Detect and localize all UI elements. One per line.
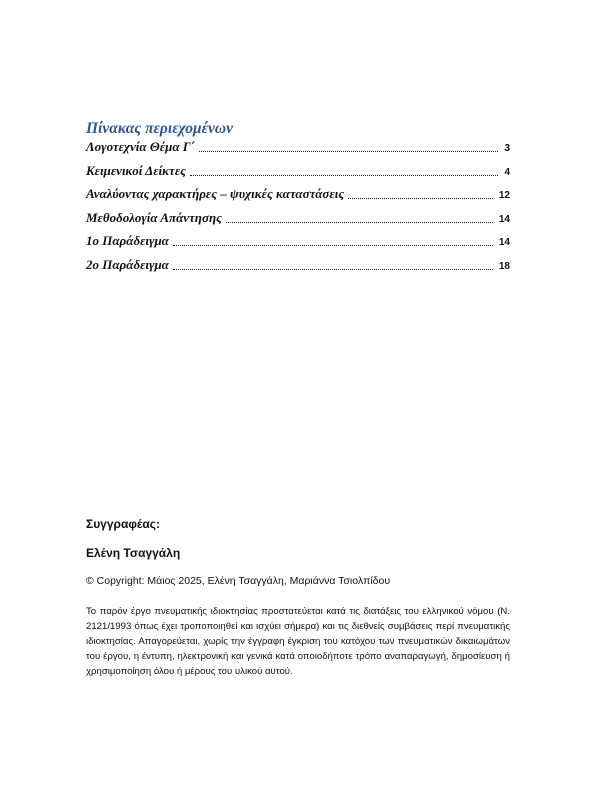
legal-notice: Το παρόν έργο πνευματικής ιδιοκτησίας προστατεύεται κατά τις διατάξεις του ελληνικού νόμου (Ν. 2121/1993 όπως έχει τροποποιηθεί και ισχύει σήμερα) και τις διεθνείς συμβάσεις περί πνευματικής ιδιοκτησίας. Απαγορεύεται, χωρίς την έγγραφη έγκριση του κατόχου των πνευματικών δικαιωμάτων του έργου, η έντυπη, ηλεκτρονική και γενικά κατά οποιοδήποτε τρόπο αναπαραγωγή, δημοσίευση ή χρησιμοποίηση όλου ή μέρους του υλικού αυτού. xyxy=(86,606,510,677)
toc-entry[interactable] xyxy=(86,155,510,179)
toc-entry-label: Αναλύοντας χαρακτήρες – ψυχικές καταστάσεις xyxy=(86,186,345,201)
toc-entry-page: 4 xyxy=(504,166,510,178)
toc-entry-label: Μεθοδολογία Απάντησης xyxy=(86,209,222,225)
toc-title: Πίνακας περιεχομένων xyxy=(86,120,233,137)
table-of-contents xyxy=(86,120,510,273)
toc-entry-page: 14 xyxy=(498,237,510,248)
toc-entry-page: 3 xyxy=(504,143,510,154)
toc-entry[interactable] xyxy=(86,226,510,250)
toc-dot-leader xyxy=(190,175,498,176)
toc-dot-leader xyxy=(173,269,493,270)
author-name: Ελένη Τσαγγάλη xyxy=(86,546,181,560)
toc-list xyxy=(86,138,510,273)
toc-dot-leader xyxy=(226,222,493,223)
toc-entry-page: 14 xyxy=(498,213,510,225)
toc-dot-leader xyxy=(348,198,493,199)
toc-entry-label: Λογοτεχνία Θέμα Γ΄ xyxy=(86,139,195,154)
toc-dot-leader xyxy=(173,245,493,246)
toc-entry[interactable] xyxy=(86,138,510,155)
toc-dot-leader xyxy=(199,151,498,152)
toc-entry-label: 2ο Παράδειγμα xyxy=(86,256,169,272)
toc-entry-label: 1ο Παράδειγμα xyxy=(86,233,169,248)
toc-entry-page: 18 xyxy=(498,260,510,272)
toc-entry[interactable] xyxy=(86,202,510,226)
copyright-notice: © Copyright: Μάιος 2025, Ελένη Τσαγγάλη, Μαριάννα Τσιολπίδου xyxy=(86,575,391,587)
toc-entry[interactable] xyxy=(86,179,510,203)
toc-entry-page: 12 xyxy=(498,190,510,201)
author-section xyxy=(86,516,510,679)
author-label: Συγγραφέας: xyxy=(86,517,160,531)
toc-entry[interactable] xyxy=(86,249,510,273)
toc-entry-label: Κειμενικοί Δείκτες xyxy=(86,162,186,178)
